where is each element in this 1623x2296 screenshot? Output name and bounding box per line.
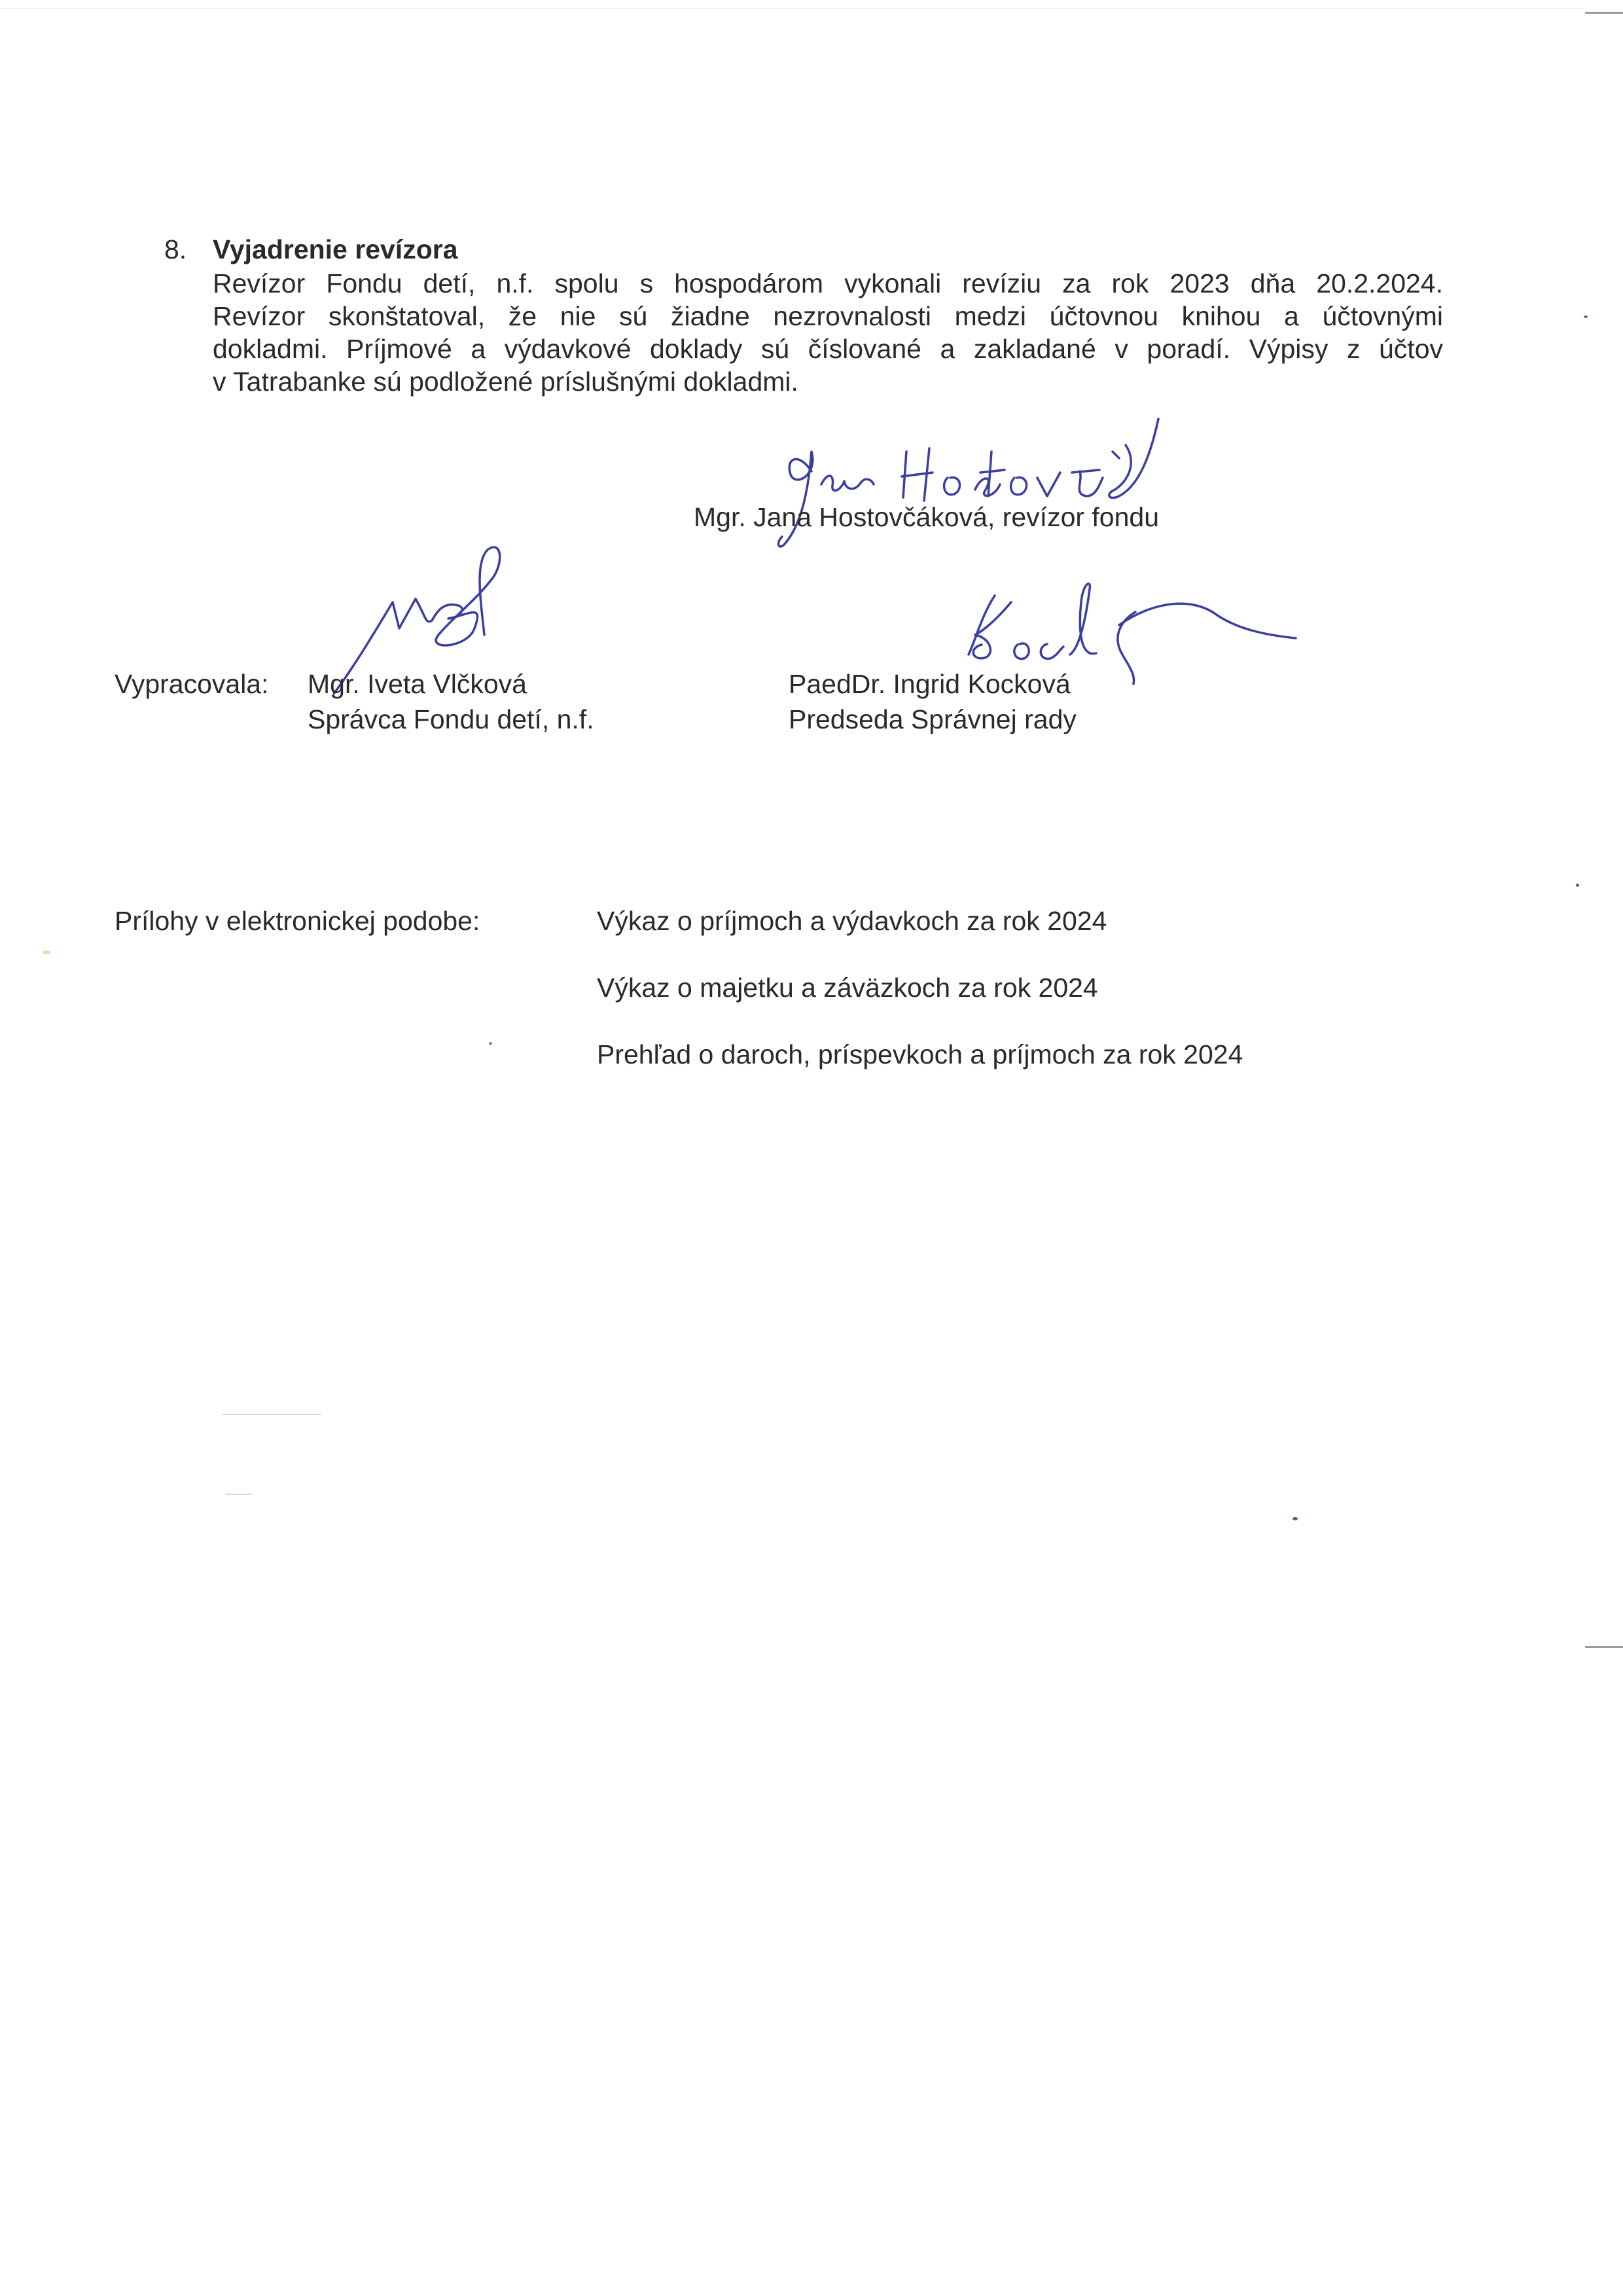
scan-edge-line <box>0 8 1584 9</box>
attachment-item: Výkaz o príjmoch a výdavkoch za rok 2024 <box>597 906 1107 936</box>
scan-speck <box>1576 884 1579 887</box>
preparer-name: Mgr. Iveta Vlčková <box>308 669 527 699</box>
section-number: 8. <box>164 234 187 264</box>
scan-edge-mark <box>1585 12 1623 14</box>
prepared-by-label: Vypracovala: <box>115 669 269 699</box>
paragraph-line: v Tatrabanke sú podložené príslušnými dokladmi. <box>213 367 798 397</box>
preparer-role: Správca Fondu detí, n.f. <box>308 704 594 734</box>
scan-speck <box>43 950 50 954</box>
scan-speck <box>489 1042 492 1045</box>
chair-role: Predseda Správnej rady <box>789 704 1077 734</box>
attachments-label: Prílohy v elektronickej podobe: <box>115 906 480 936</box>
scan-speck <box>1293 1517 1298 1520</box>
paragraph-line: Revízor Fondu detí, n.f. spolu s hospodárom vykonali revíziu za rok 2023 dňa 20.2.2024. <box>213 268 1443 298</box>
section-title: Vyjadrenie revízora <box>213 234 458 264</box>
scan-speck <box>1584 315 1588 318</box>
auditor-statement-paragraph <box>213 267 1443 398</box>
auditor-caption: Mgr. Jana Hostovčáková, revízor fondu <box>694 502 1160 532</box>
paragraph-line: Revízor skonštatoval, že nie sú žiadne nezrovnalosti medzi účtovnou knihou a účtovnými <box>213 301 1443 331</box>
paragraph-line: dokladmi. Príjmové a výdavkové doklady sú číslované a zakladané v poradí. Výpisy z účtov <box>213 334 1443 364</box>
auditor-signature <box>772 412 1191 563</box>
attachment-item: Výkaz o majetku a záväzkoch za rok 2024 <box>597 973 1098 1003</box>
chair-name: PaedDr. Ingrid Kocková <box>789 669 1071 699</box>
scan-speck <box>223 1414 321 1415</box>
attachment-item: Prehľad o daroch, príspevkoch a príjmoch za rok 2024 <box>597 1039 1243 1069</box>
scan-speck <box>226 1494 252 1495</box>
scan-edge-mark <box>1585 1646 1623 1648</box>
